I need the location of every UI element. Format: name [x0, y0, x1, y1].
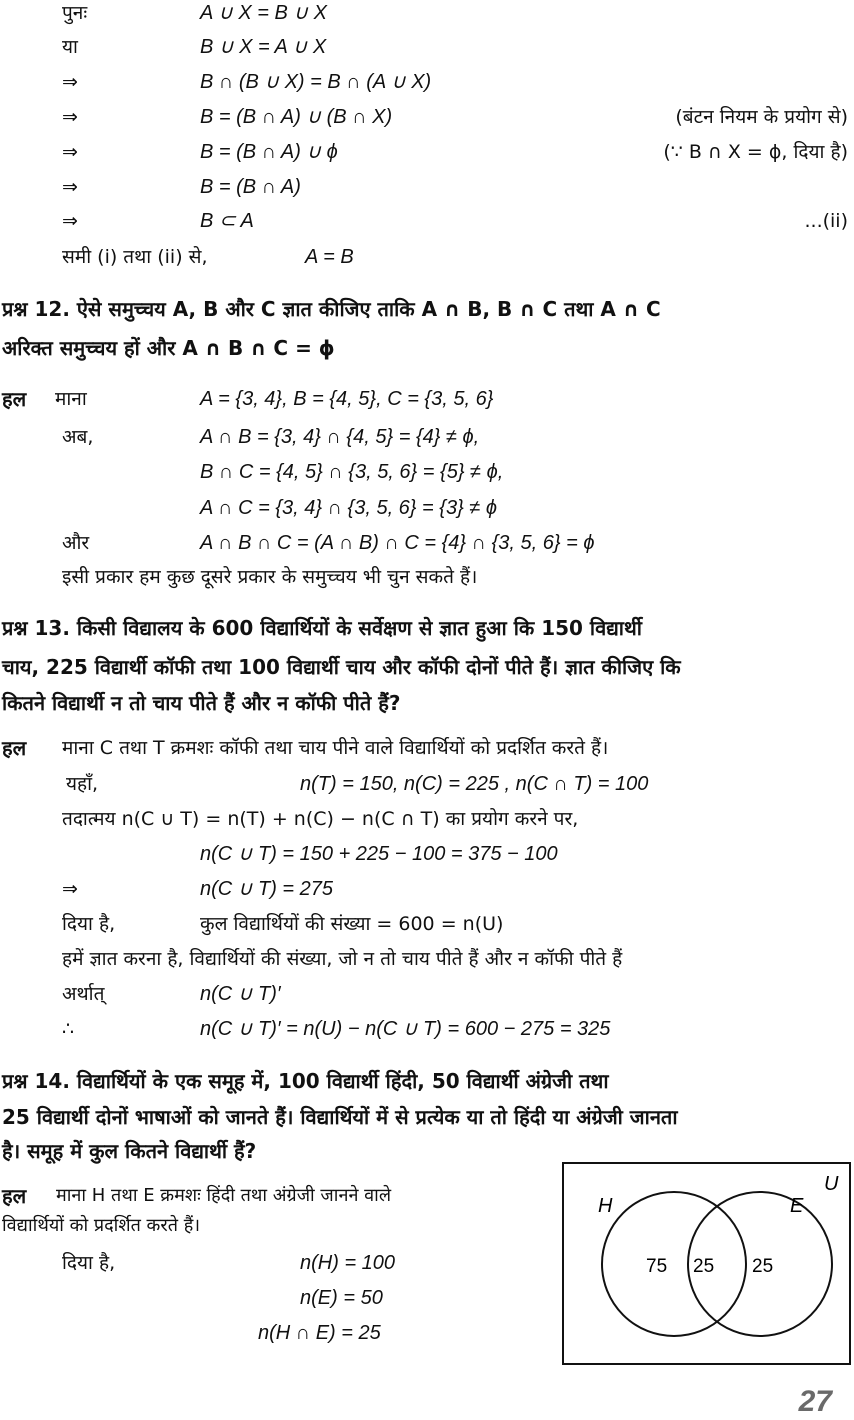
step-label: दिया है,	[62, 913, 116, 935]
step-label: अब,	[62, 426, 94, 448]
step-expr: A ∩ B ∩ C = (A ∩ B) ∩ C = {4} ∩ {3, 5, 6} = ϕ	[200, 532, 595, 554]
question-title: है। समूह में कुल कितने विद्यार्थी हैं?	[2, 1139, 257, 1163]
step-expr: B = (B ∩ A) ∪ ϕ	[200, 141, 338, 163]
equation-ref: ...(ii)	[804, 210, 848, 232]
step-expr: B ∩ C = {4, 5} ∩ {3, 5, 6} = {5} ≠ ϕ,	[200, 461, 504, 483]
step-label: ⇒	[62, 176, 78, 198]
step-expr: n(C ∪ T) = 275	[200, 878, 334, 900]
step-expr: B = (B ∩ A) ∪ (B ∩ X)	[200, 106, 393, 128]
step-label: ⇒	[62, 71, 78, 93]
step-expr: n(E) = 50	[300, 1287, 383, 1309]
step-label: ⇒	[62, 210, 78, 232]
intro-text: माना H तथा E क्रमशः हिंदी तथा अंग्रेजी जानने वाले	[56, 1185, 392, 1206]
step-expr: A ∪ X = B ∪ X	[200, 2, 327, 24]
step-expr: n(C ∪ T) = 150 + 225 − 100 = 375 − 100	[200, 843, 558, 865]
intro-text: माना C तथा T क्रमशः कॉफी तथा चाय पीने वाले विद्यार्थियों को प्रदर्शित करते हैं।	[62, 737, 609, 759]
step-label: ∴	[62, 1018, 75, 1040]
step-expr: A ∩ B = {3, 4} ∩ {4, 5} = {4} ≠ ϕ,	[200, 426, 480, 448]
step-label: ⇒	[62, 106, 78, 128]
closing-text: इसी प्रकार हम कुछ दूसरे प्रकार के समुच्चय भी चुन सकते हैं।	[62, 566, 478, 588]
step-label: माना	[55, 388, 87, 410]
solution-label: हल	[2, 387, 27, 411]
identity-text: तदात्मय n(C ∪ T) = n(T) + n(C) − n(C ∩ T) का प्रयोग करने पर,	[62, 808, 579, 830]
universe-label: U	[824, 1173, 839, 1195]
both-count: 25	[693, 1256, 715, 1277]
step-expr: A ∩ C = {3, 4} ∩ {3, 5, 6} = {3} ≠ ϕ	[200, 497, 497, 519]
step-label: या	[62, 36, 78, 58]
step-expr: n(C ∪ T)′	[200, 983, 281, 1005]
step-label: दिया है,	[62, 1252, 116, 1274]
step-expr: n(H) = 100	[300, 1252, 396, 1274]
question-title: प्रश्न 14. विद्यार्थियों के एक समूह में, 100 विद्यार्थी हिंदी, 50 विद्यार्थी अंग्रेजी तथा	[2, 1069, 609, 1093]
page-number: 27	[798, 1385, 832, 1418]
step-label: ⇒	[62, 141, 78, 163]
step-label: यहाँ,	[66, 773, 99, 795]
question-title: 25 विद्यार्थी दोनों भाषाओं को जानते हैं। विद्यार्थियों में से प्रत्येक या तो हिंदी या अंग्रेजी जानता	[2, 1105, 678, 1129]
only-h-count: 75	[646, 1256, 668, 1277]
step-expr: B ⊂ A	[200, 210, 254, 232]
step-note: (बंटन नियम के प्रयोग से)	[675, 106, 848, 128]
question-title: चाय, 225 विद्यार्थी कॉफी तथा 100 विद्यार्थी चाय और कॉफी दोनों पीते हैं। ज्ञात कीजिए कि	[2, 655, 681, 679]
set-h-circle	[602, 1192, 746, 1336]
step-expr: B ∪ X = A ∪ X	[200, 36, 327, 58]
question-title: कितने विद्यार्थी न तो चाय पीते हैं और न कॉफी पीते हैं?	[2, 691, 401, 715]
step-note: (∵ B ∩ X = ϕ, दिया है)	[663, 141, 848, 163]
set-h-label: H	[598, 1195, 613, 1217]
conclusion-label: समी (i) तथा (ii) से,	[62, 246, 208, 268]
question-title: प्रश्न 13. किसी विद्यालय के 600 विद्यार्थियों के सर्वेक्षण से ज्ञात हुआ कि 150 विद्यार्थी	[2, 616, 642, 640]
question-title: प्रश्न 12. ऐसे समुच्चय A, B और C ज्ञात कीजिए ताकि A ∩ B, B ∩ C तथा A ∩ C	[2, 297, 661, 321]
solution-label: हल	[2, 1184, 27, 1208]
step-label: पुनः	[62, 2, 88, 24]
intro-text: विद्यार्थियों को प्रदर्शित करते हैं।	[2, 1215, 201, 1236]
find-text: हमें ज्ञात करना है, विद्यार्थियों की संख्या, जो न तो चाय पीते हैं और न कॉफी पीते हैं	[62, 948, 623, 970]
step-expr: A = {3, 4}, B = {4, 5}, C = {3, 5, 6}	[200, 388, 494, 410]
step-label: ⇒	[62, 878, 78, 900]
solution-label: हल	[2, 736, 27, 760]
venn-diagram	[562, 1162, 852, 1366]
step-expr: कुल विद्यार्थियों की संख्या = 600 = n(U)	[200, 913, 504, 935]
step-expr: B = (B ∩ A)	[200, 176, 301, 198]
step-expr: n(C ∪ T)′ = n(U) − n(C ∪ T) = 600 − 275 = 325	[200, 1018, 611, 1040]
step-expr: n(T) = 150, n(C) = 225 , n(C ∩ T) = 100	[300, 773, 649, 795]
only-e-count: 25	[752, 1256, 774, 1277]
step-expr: n(H ∩ E) = 25	[258, 1322, 381, 1344]
set-e-label: E	[790, 1195, 804, 1217]
step-expr: B ∩ (B ∪ X) = B ∩ (A ∪ X)	[200, 71, 432, 93]
step-label: और	[62, 532, 90, 554]
conclusion-expr: A = B	[305, 246, 354, 268]
question-title: अरिक्त समुच्चय हों और A ∩ B ∩ C = ϕ	[2, 336, 335, 360]
step-label: अर्थात्	[62, 983, 105, 1005]
